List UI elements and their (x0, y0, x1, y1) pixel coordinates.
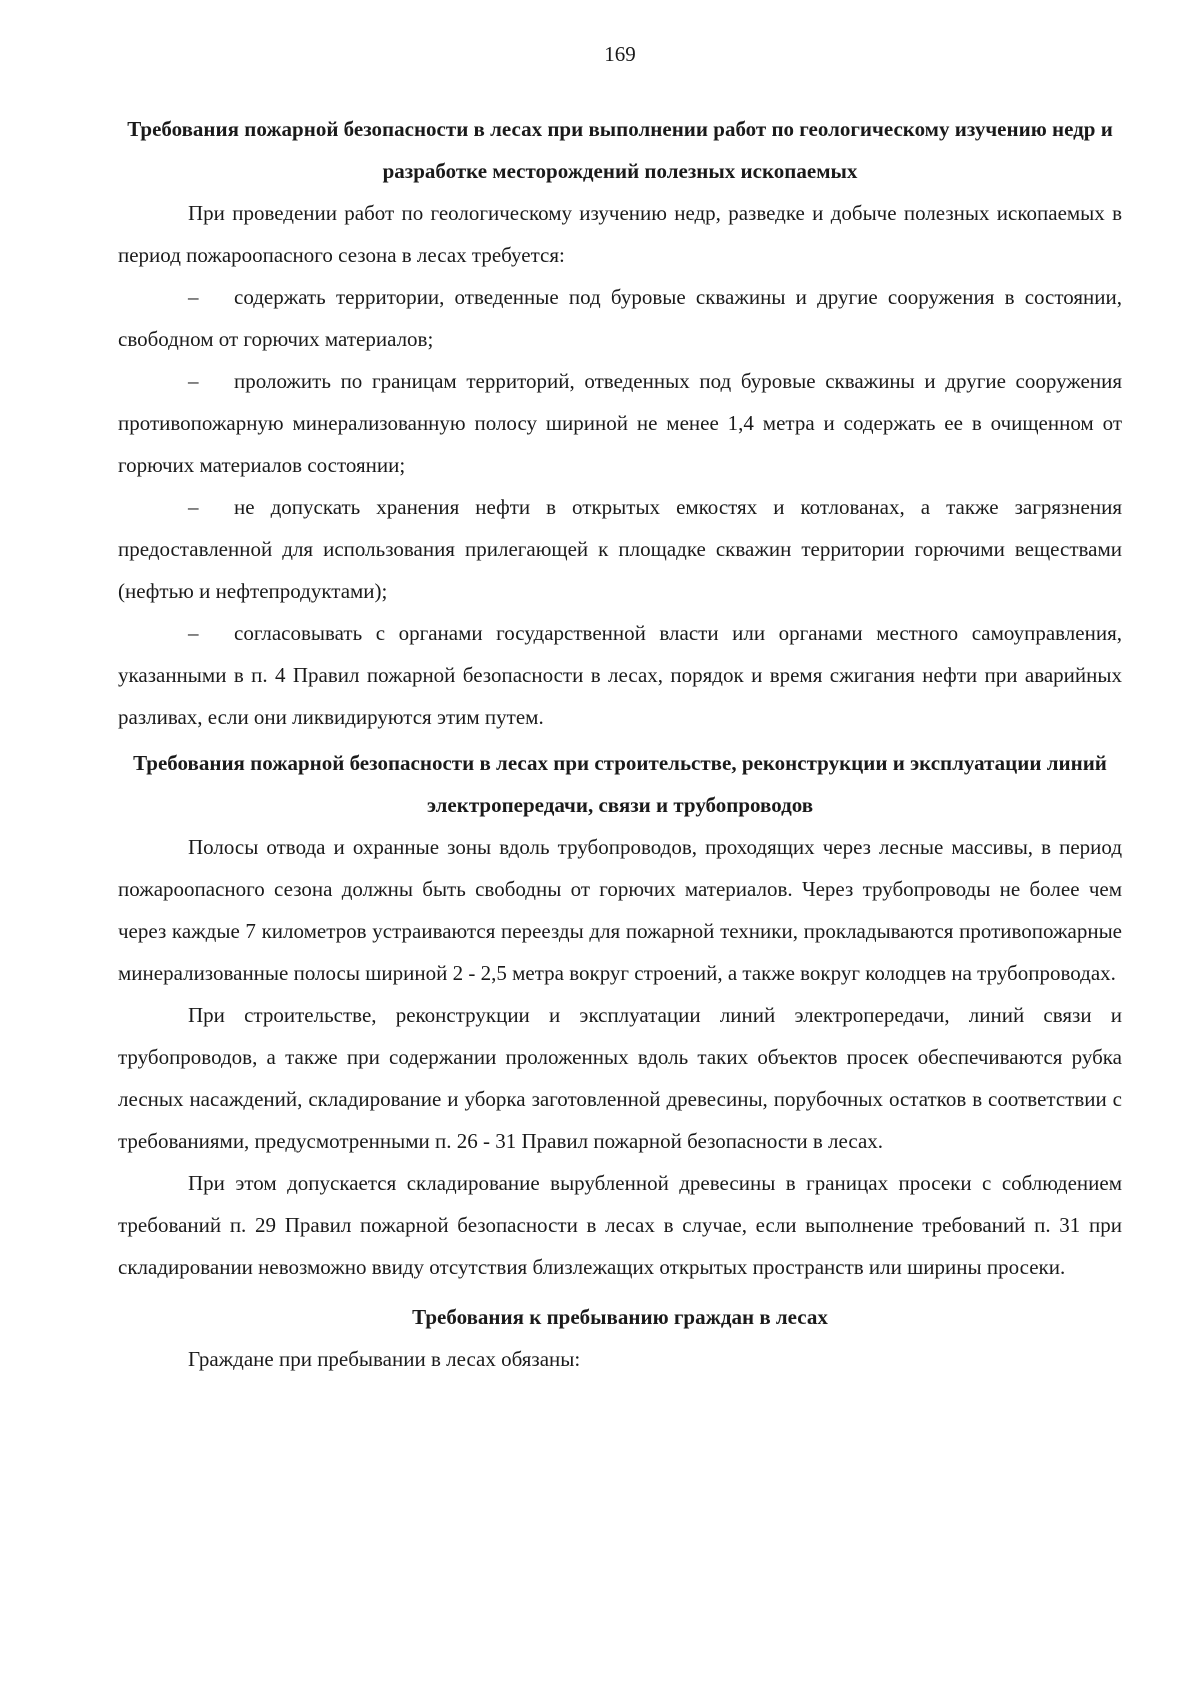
list-item (118, 276, 1122, 360)
section-heading-geology: Требования пожарной безопасности в лесах при выполнении работ по геологическому изучению недр и разработке месторождений полезных ископаемых (127, 117, 1113, 183)
list-dash: – (188, 369, 199, 393)
list-item (118, 360, 1122, 486)
list-item-text: согласовывать с органами государственной власти или органами местного самоуправления, указанными в п. 4 Правил пожарной безопасности в лесах, порядок и время сжигания нефти при аварийных разливах, если они ликвидируются этим путем. (118, 621, 1122, 729)
list-dash: – (188, 621, 199, 645)
paragraph-pipelines: Полосы отвода и охранные зоны вдоль трубопроводов, проходящих через лесные массивы, в период пожароопасного сезона должны быть свободны от горючих материалов. Через трубопроводы не более чем через каждые 7 километров устраиваются переезды для пожарной техники, прокладываются противопожарные минерализованные полосы шириной 2 - 2,5 метра вокруг строений, а также вокруг колодцев на трубопроводах. (118, 835, 1122, 985)
list-item-text: проложить по границам территорий, отведенных под буровые скважины и другие сооружения противопожарную минерализованную полосу шириной не менее 1,4 метра и содержать ее в очищенном от горючих материалов состоянии; (118, 369, 1122, 477)
list-dash: – (188, 285, 199, 309)
paragraph-construction: При строительстве, реконструкции и эксплуатации линий электропередачи, линий связи и трубопроводов, а также при содержании проложенных вдоль таких объектов просек обеспечиваются рубка лесных насаждений, складирование и уборка заготовленной древесины, порубочных остатков в соответствии с требованиями, предусмотренными п. 26 - 31 Правил пожарной безопасности в лесах. (118, 1003, 1122, 1153)
section-heading-citizens: Требования к пребыванию граждан в лесах (412, 1305, 828, 1329)
paragraph-storage: При этом допускается складирование вырубленной древесины в границах просеки с соблюдением требований п. 29 Правил пожарной безопасности в лесах в случае, если выполнение требований п. 31 при складировании невозможно ввиду отсутствия близлежащих открытых пространств или ширины просеки. (118, 1171, 1122, 1279)
list-item (118, 486, 1122, 612)
paragraph-geology-intro: При проведении работ по геологическому изучению недр, разведке и добыче полезных ископаемых в период пожароопасного сезона в лесах требуется: (118, 201, 1122, 267)
list-item-text: не допускать хранения нефти в открытых емкостях и котлованах, а также загрязнения предоставленной для использования прилегающей к площадке скважин территории горючими веществами (нефтью и нефтепродуктами); (118, 495, 1122, 603)
page-number: 169 (604, 42, 636, 66)
list-dash: – (188, 495, 199, 519)
section-heading-power-lines: Требования пожарной безопасности в лесах при строительстве, реконструкции и эксплуатации линий электропередачи, связи и трубопроводов (133, 751, 1107, 817)
list-item-text: содержать территории, отведенные под буровые скважины и другие сооружения в состоянии, свободном от горючих материалов; (118, 285, 1122, 351)
paragraph-citizens-intro: Граждане при пребывании в лесах обязаны: (188, 1347, 581, 1371)
document-body (118, 108, 1122, 1380)
list-item (118, 612, 1122, 738)
